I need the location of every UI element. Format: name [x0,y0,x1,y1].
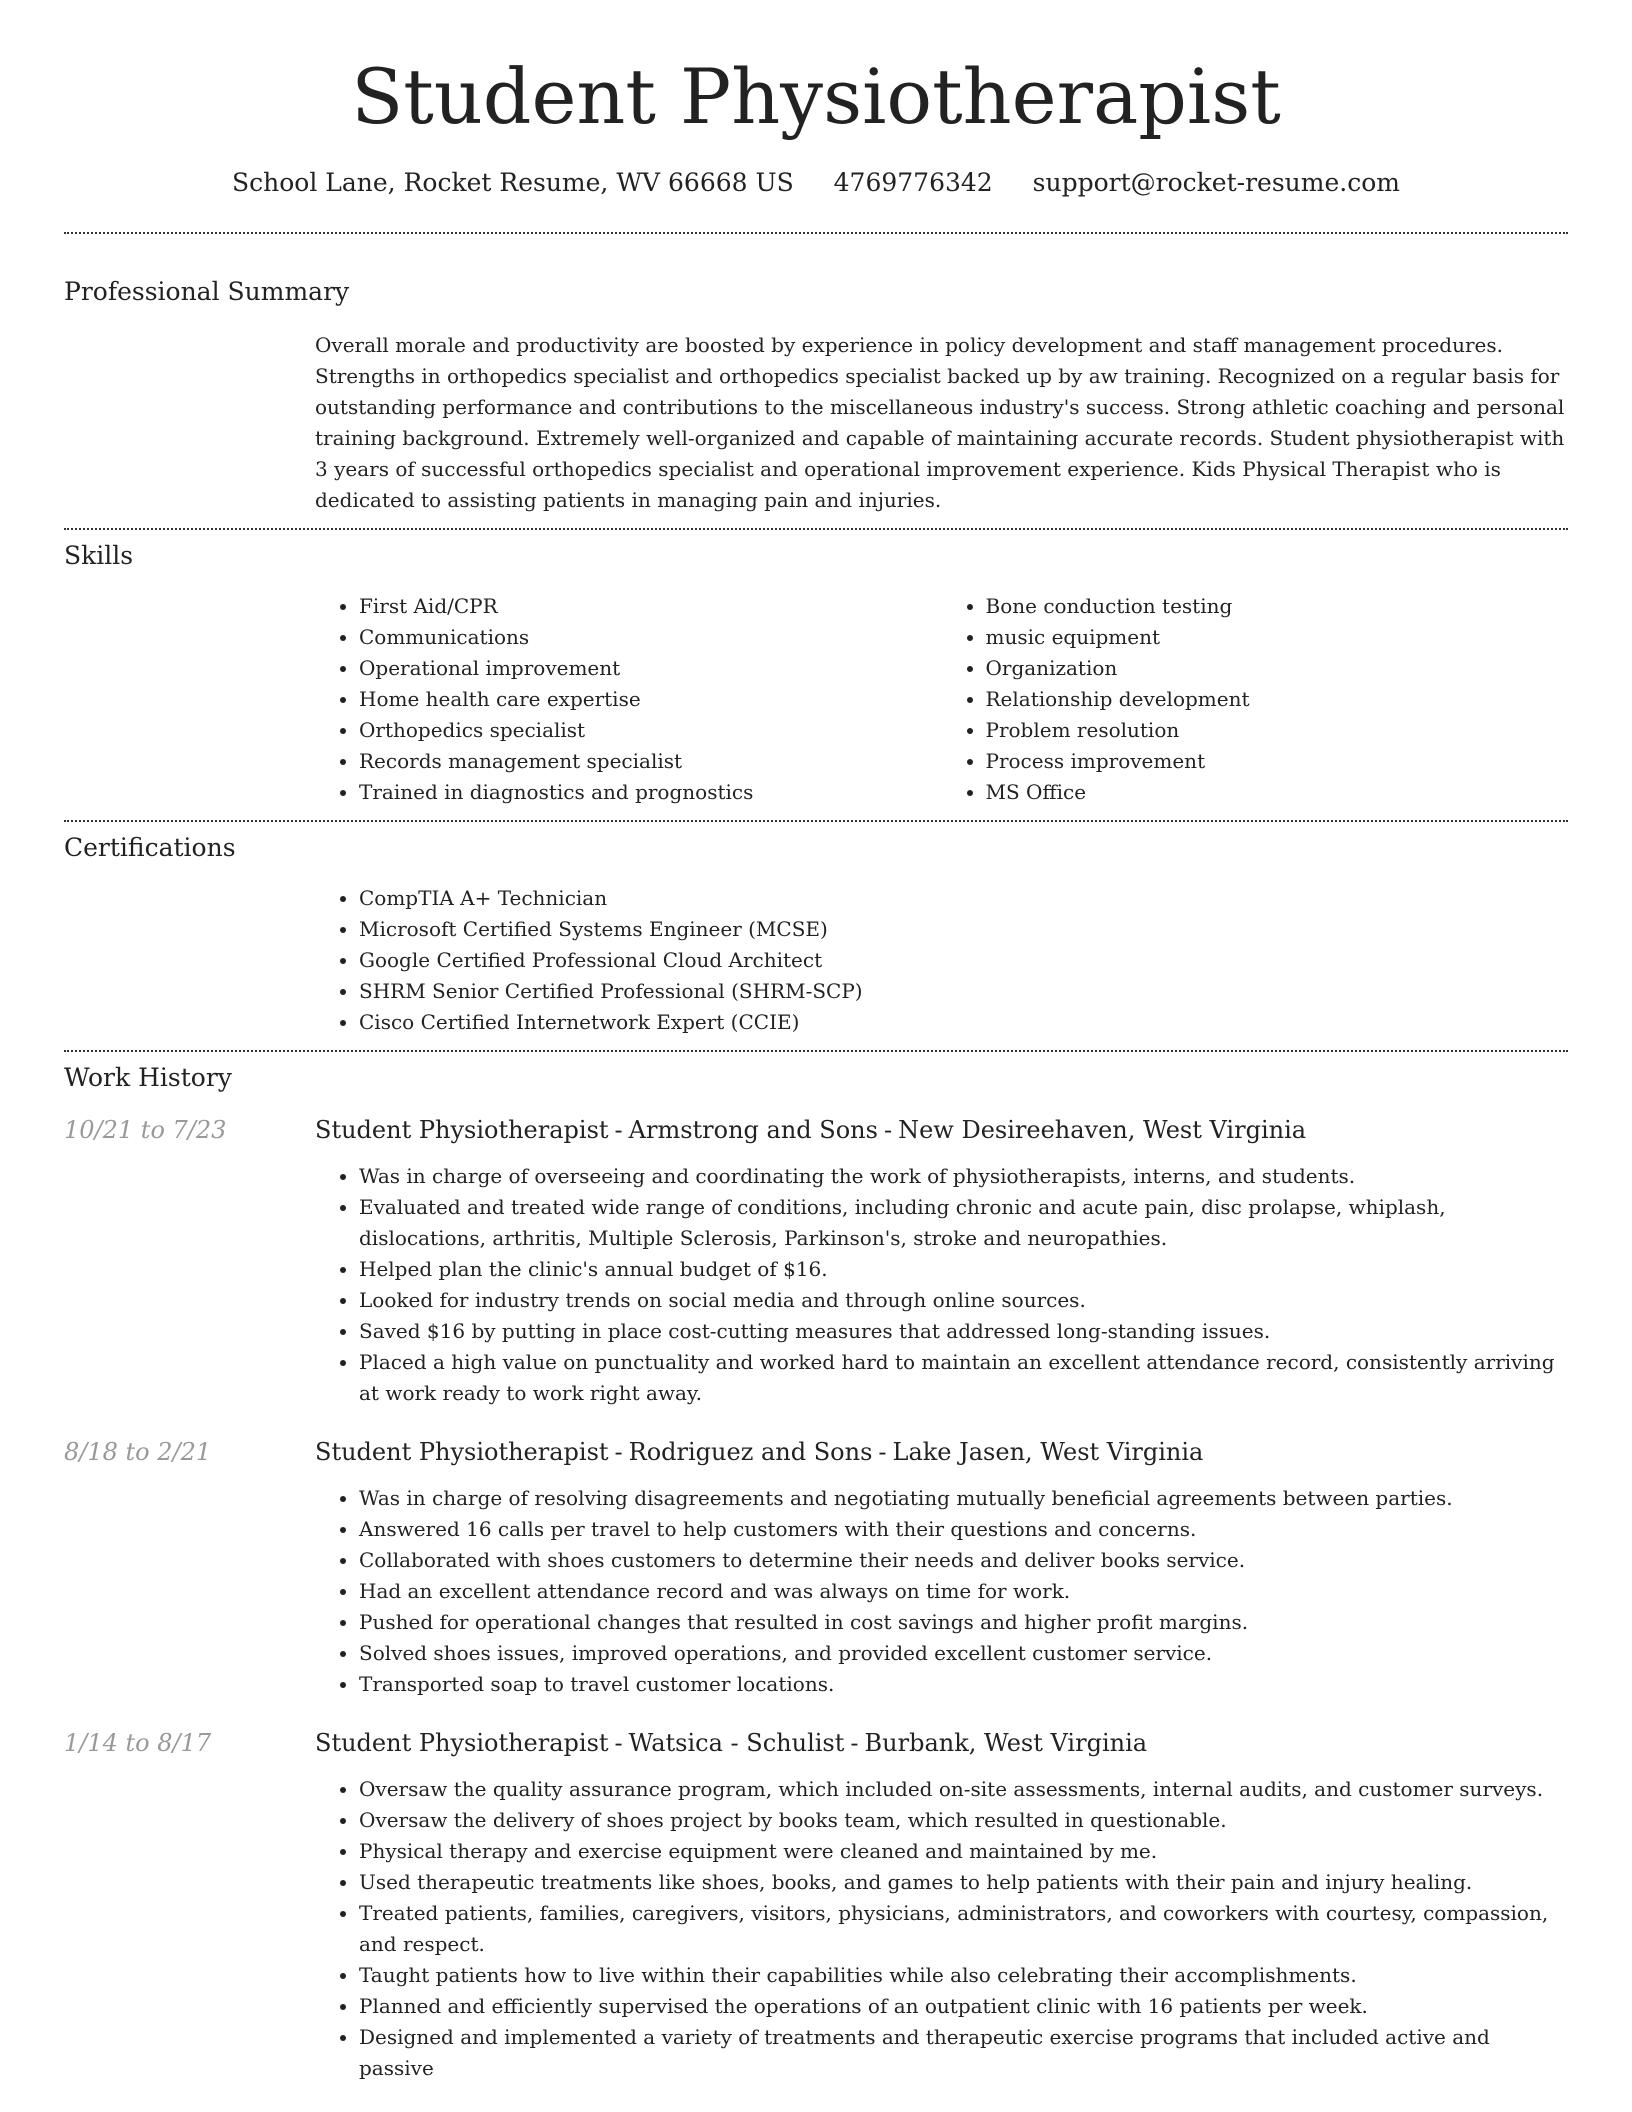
job-location: Burbank, West Virginia [864,1729,1148,1757]
certification-item: • CompTIA A+ Technician [359,883,1568,914]
job-entry [64,1435,1568,1700]
skill-item: • Home health care expertise [359,684,942,715]
skills-list-right [942,591,1569,808]
job-role: Student Physiotherapist [315,1438,609,1466]
job-bullet: • Pushed for operational changes that resulted in cost savings and higher profit margins. [359,1607,1568,1638]
divider [64,1050,1568,1052]
certification-item: • Microsoft Certified Systems Engineer (MCSE) [359,914,1568,945]
certification-item: • SHRM Senior Certified Professional (SHRM-SCP) [359,976,1568,1007]
section-title-skills: Skills [64,541,134,570]
job-bullet: • Placed a high value on punctuality and worked hard to maintain an excellent attendance record, consistently arriving at work ready to work right away. [359,1347,1568,1409]
job-bullet: • Collaborated with shoes customers to determine their needs and deliver books service. [359,1545,1568,1576]
skill-item: • Records management specialist [359,746,942,777]
job-role: Student Physiotherapist [315,1729,609,1757]
job-heading: Student Physiotherapist - Rodriguez and Sons - Lake Jasen, West Virginia [315,1438,1204,1466]
certifications-list [315,883,1568,1038]
job-heading: Student Physiotherapist - Watsica - Schulist - Burbank, West Virginia [315,1729,1148,1757]
job-bullet: • Solved shoes issues, improved operations, and provided excellent customer service. [359,1638,1568,1669]
job-bullet: • Was in charge of resolving disagreements and negotiating mutually beneficial agreements between parties. [359,1483,1568,1514]
certification-item: • Google Certified Professional Cloud Architect [359,945,1568,976]
job-bullet: • Was in charge of overseeing and coordinating the work of physiotherapists, interns, and students. [359,1161,1568,1192]
skill-item: • Relationship development [986,684,1569,715]
section-title-summary: Professional Summary [64,277,350,306]
job-bullet: • Oversaw the quality assurance program, which included on-site assessments, internal audits, and customer surveys. [359,1774,1568,1805]
contact-line [64,168,1568,198]
job-bullet: • Looked for industry trends on social media and through online sources. [359,1285,1568,1316]
job-bullet: • Planned and efficiently supervised the operations of an outpatient clinic with 16 patients per week. [359,1991,1568,2022]
job-company: Armstrong and Sons [628,1116,878,1144]
job-dates: 1/14 to 8/17 [64,1729,212,1757]
job-bullet: • Had an excellent attendance record and was always on time for work. [359,1576,1568,1607]
job-location: Lake Jasen, West Virginia [892,1438,1204,1466]
skill-item: • First Aid/CPR [359,591,942,622]
contact-address: School Lane, Rocket Resume, WV 66668 US [232,168,794,197]
contact-email: support@rocket-resume.com [1032,168,1400,197]
certifications-block [315,883,1568,1038]
job-bullet: • Helped plan the clinic's annual budget of $16. [359,1254,1568,1285]
job-bullet: • Oversaw the delivery of shoes project by books team, which resulted in questionable. [359,1805,1568,1836]
section-title-work-history: Work History [64,1063,232,1092]
job-bullet: • Saved $16 by putting in place cost-cutting measures that addressed long-standing issues. [359,1316,1568,1347]
job-bullet: • Answered 16 calls per travel to help customers with their questions and concerns. [359,1514,1568,1545]
job-entry [64,1113,1568,1409]
summary-text: Overall morale and productivity are boosted by experience in policy development and staff management procedures. Strengths in orthopedics specialist and orthopedics specialist backed up by aw training. Recognized on a regular basis for outstanding performance and contributions to the miscellaneous industry's success. Strong athletic coaching and personal training background. Extremely well-organized and capable of maintaining accurate records. Student physiotherapist with 3 years of successful orthopedics specialist and operational improvement experience. Kids Physical Therapist who is dedicated to assisting patients in managing pain and injuries. [315,333,1565,512]
skill-item: • Problem resolution [986,715,1569,746]
job-bullets [315,1774,1568,2084]
skill-item: • Bone conduction testing [986,591,1569,622]
skill-item: • Process improvement [986,746,1569,777]
job-dates: 10/21 to 7/23 [64,1116,227,1144]
job-dates: 8/18 to 2/21 [64,1438,212,1466]
job-heading: Student Physiotherapist - Armstrong and Sons - New Desireehaven, West Virginia [315,1116,1307,1144]
resume-name: Student Physiotherapist [351,52,1281,141]
skill-item: • Trained in diagnostics and prognostics [359,777,942,808]
skill-item: • Organization [986,653,1569,684]
job-bullet: • Physical therapy and exercise equipment were cleaned and maintained by me. [359,1836,1568,1867]
skills-list-left [315,591,942,808]
job-company: Watsica - Schulist [628,1729,845,1757]
skill-item: • Operational improvement [359,653,942,684]
skills-columns [315,591,1568,808]
job-role: Student Physiotherapist [315,1116,609,1144]
job-location: New Desireehaven, West Virginia [898,1116,1307,1144]
divider [64,232,1568,234]
divider [64,820,1568,822]
skill-item: • Orthopedics specialist [359,715,942,746]
job-company: Rodriguez and Sons [628,1438,873,1466]
skill-item: • music equipment [986,622,1569,653]
skill-item: • Communications [359,622,942,653]
job-bullet: • Designed and implemented a variety of treatments and therapeutic exercise programs that included active and passive [359,2022,1568,2084]
job-bullet: • Taught patients how to live within their capabilities while also celebrating their accomplishments. [359,1960,1568,1991]
job-bullet: • Treated patients, families, caregivers, visitors, physicians, administrators, and coworkers with courtesy, compassion, and respect. [359,1898,1568,1960]
job-entry [64,1726,1568,2084]
skill-item: • MS Office [986,777,1569,808]
job-bullet: • Transported soap to travel customer locations. [359,1669,1568,1700]
job-bullets [315,1161,1568,1409]
job-bullet: • Evaluated and treated wide range of conditions, including chronic and acute pain, disc prolapse, whiplash, dislocations, arthritis, Multiple Sclerosis, Parkinson's, stroke and neuropathies. [359,1192,1568,1254]
job-bullets [315,1483,1568,1700]
certification-item: • Cisco Certified Internetwork Expert (CCIE) [359,1007,1568,1038]
job-bullet: • Used therapeutic treatments like shoes, books, and games to help patients with their pain and injury healing. [359,1867,1568,1898]
divider [64,528,1568,530]
contact-phone: 4769776342 [833,168,993,197]
section-title-certifications: Certifications [64,833,236,862]
